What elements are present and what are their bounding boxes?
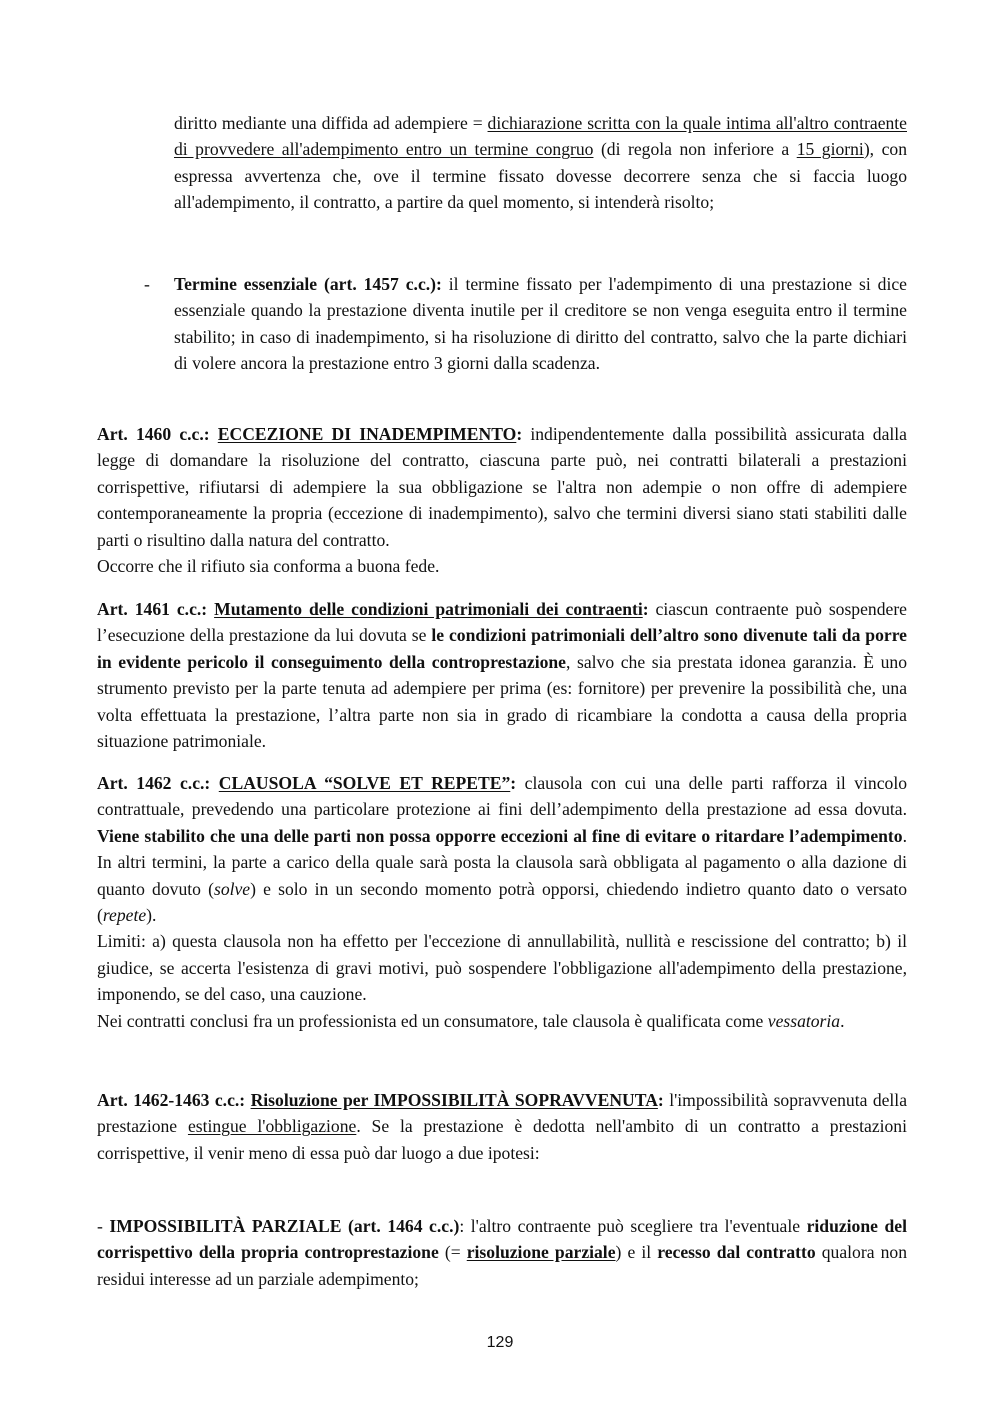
text: indipendentemente dalla possibilità assicurata dalla legge di domandare la risoluzione del contratto, ciascuna parte può, nei contratti bilaterali a prestazioni corrispettive, rifiutarsi di adempiere la sua obbligazione se l'altra non adempie o non offre di adempiere contemporaneamente la propria (eccezione di inadempimento), salvo che termini diversi siano stati stabiliti dalle parti o risultino dalla natura del contratto. bbox=[97, 424, 907, 550]
underlined-text: estingue l'obbligazione bbox=[187, 1116, 357, 1137]
text: . In altri termini, la parte a carico della quale sarà posta la clausola sarà obbligata al pagamento o alla dazione di quanto dovuto ( bbox=[97, 825, 907, 899]
article-ref: Art. 1462-1463 c.c.: bbox=[97, 1090, 251, 1110]
text: ), con espressa avvertenza che, ove il termine fissato dovesse decorrere senza che si faccia luogo all'adempimento, il contratto, a partire da quel momento, si intenderà risolto; bbox=[174, 139, 907, 213]
text: diritto mediante una diffida ad adempiere = bbox=[174, 113, 488, 133]
bold-text: recesso dal contratto bbox=[657, 1242, 816, 1263]
bold-text: le condizioni patrimoniali dell’altro sono divenute tali da porre in evidente pericolo il conseguimento della controprestazione bbox=[97, 625, 907, 672]
bold-heading: Termine essenziale (art. 1457 c.c.): bbox=[174, 274, 442, 294]
text: , salvo che sia prestata idonea garanzia. È uno strumento previsto per la parte tenuta ad adempiere per prima (es: fornitore) per prevenire la possibilità che, una volta effettuata la prestazione, l’altra parte non sia in grado di ricambiare la condotta a causa della propria situazione patrimoniale. bbox=[97, 651, 907, 752]
paragraph-art-1462-1463 bbox=[97, 1087, 907, 1166]
text: . bbox=[840, 1010, 845, 1031]
text: ciascun contraente può sospendere l’esecuzione della prestazione da lui dovuta se bbox=[97, 599, 907, 646]
colon: : bbox=[510, 773, 517, 793]
article-title: Mutamento delle condizioni patrimoniali dei contraenti bbox=[214, 599, 643, 619]
paragraph-termine-essenziale bbox=[174, 271, 907, 377]
colon: : bbox=[516, 424, 523, 444]
colon: : bbox=[642, 599, 649, 619]
text: (= bbox=[438, 1242, 467, 1263]
text: Occorre che il rifiuto sia conforma a buona fede. bbox=[97, 556, 440, 577]
text: : l'altro contraente può scegliere tra l'eventuale bbox=[459, 1216, 807, 1236]
bold-heading: IMPOSSIBILITÀ PARZIALE (art. 1464 c.c.) bbox=[109, 1216, 460, 1236]
italic-text: repete bbox=[102, 905, 147, 926]
list-dash: - bbox=[144, 274, 150, 294]
paragraph-art-1462 bbox=[97, 770, 907, 1034]
article-ref: Art. 1461 c.c.: bbox=[97, 599, 215, 619]
paragraph-art-1461 bbox=[97, 596, 907, 754]
colon: : bbox=[657, 1090, 664, 1110]
paragraph-art-1460 bbox=[97, 421, 907, 579]
paragraph-diffida bbox=[174, 110, 907, 216]
paragraph-impossibilita-parziale bbox=[97, 1213, 907, 1292]
italic-text: vessatoria bbox=[767, 1010, 841, 1031]
text: qualora non residui interesse ad un parziale adempimento; bbox=[97, 1242, 907, 1289]
text: clausola con cui una delle parti rafforza il vincolo contrattuale, prevedendo una particolare protezione ai fini dell’adempimento della prestazione ad essa dovuta. bbox=[97, 773, 908, 820]
text: . Se la prestazione è dedotta nell'ambito di un contratto a prestazioni corrispettive, il venir meno di essa può dar luogo a due ipotesi: bbox=[97, 1116, 907, 1163]
underlined-text: 15 giorni bbox=[796, 139, 864, 160]
article-ref: Art. 1462 c.c.: bbox=[97, 773, 219, 793]
page-number: 129 bbox=[486, 1334, 514, 1351]
underlined-bold-text: risoluzione parziale bbox=[466, 1242, 616, 1263]
text: ) e solo in un secondo momento potrà opporsi, chiedendo indietro quanto dato o versato ( bbox=[97, 878, 908, 926]
text: ) e il bbox=[615, 1242, 658, 1263]
text: ). bbox=[146, 905, 157, 926]
bold-text: riduzione del corrispettivo della propria controprestazione bbox=[97, 1216, 907, 1263]
bold-text: Viene stabilito che una delle parti non possa opporre eccezioni al fine di evitare o ritardare l’adempimento bbox=[97, 825, 903, 846]
text: il termine fissato per l'adempimento di una prestazione si dice essenziale quando la prestazione diventa inutile per il creditore se non venga eseguita entro il termine stabilito; in caso di inadempimento, si ha risoluzione di diritto del contratto, salvo che la parte dichiari di volere ancora la prestazione entro 3 giorni dalla scadenza. bbox=[174, 274, 907, 374]
text: Limiti: a) questa clausola non ha effetto per l'eccezione di annullabilità, nullità e rescissione del contratto; b) il giudice, se accerta l'esistenza di gravi motivi, può sospendere l'obbligazione all'adempimento della prestazione, imponendo, se del caso, una cauzione. bbox=[97, 931, 907, 1005]
list-dash: - bbox=[97, 1216, 110, 1236]
text: (di regola non inferiore a bbox=[593, 139, 797, 160]
italic-text: solve bbox=[213, 878, 251, 899]
article-title: ECCEZIONE DI INADEMPIMENTO bbox=[217, 424, 517, 444]
article-title: CLAUSOLA “SOLVE ET REPETE” bbox=[218, 773, 511, 793]
underlined-text: dichiarazione scritta con la quale intima all'altro contraente di provvedere all'adempimento entro un termine congruo bbox=[174, 113, 907, 160]
text: l'impossibilità sopravvenuta della prestazione bbox=[97, 1090, 908, 1137]
article-ref: Art. 1460 c.c.: bbox=[97, 424, 218, 444]
article-title: Risoluzione per IMPOSSIBILITÀ SOPRAVVENUTA bbox=[250, 1090, 658, 1110]
text: Nei contratti conclusi fra un professionista ed un consumatore, tale clausola è qualificata come bbox=[97, 1010, 768, 1031]
